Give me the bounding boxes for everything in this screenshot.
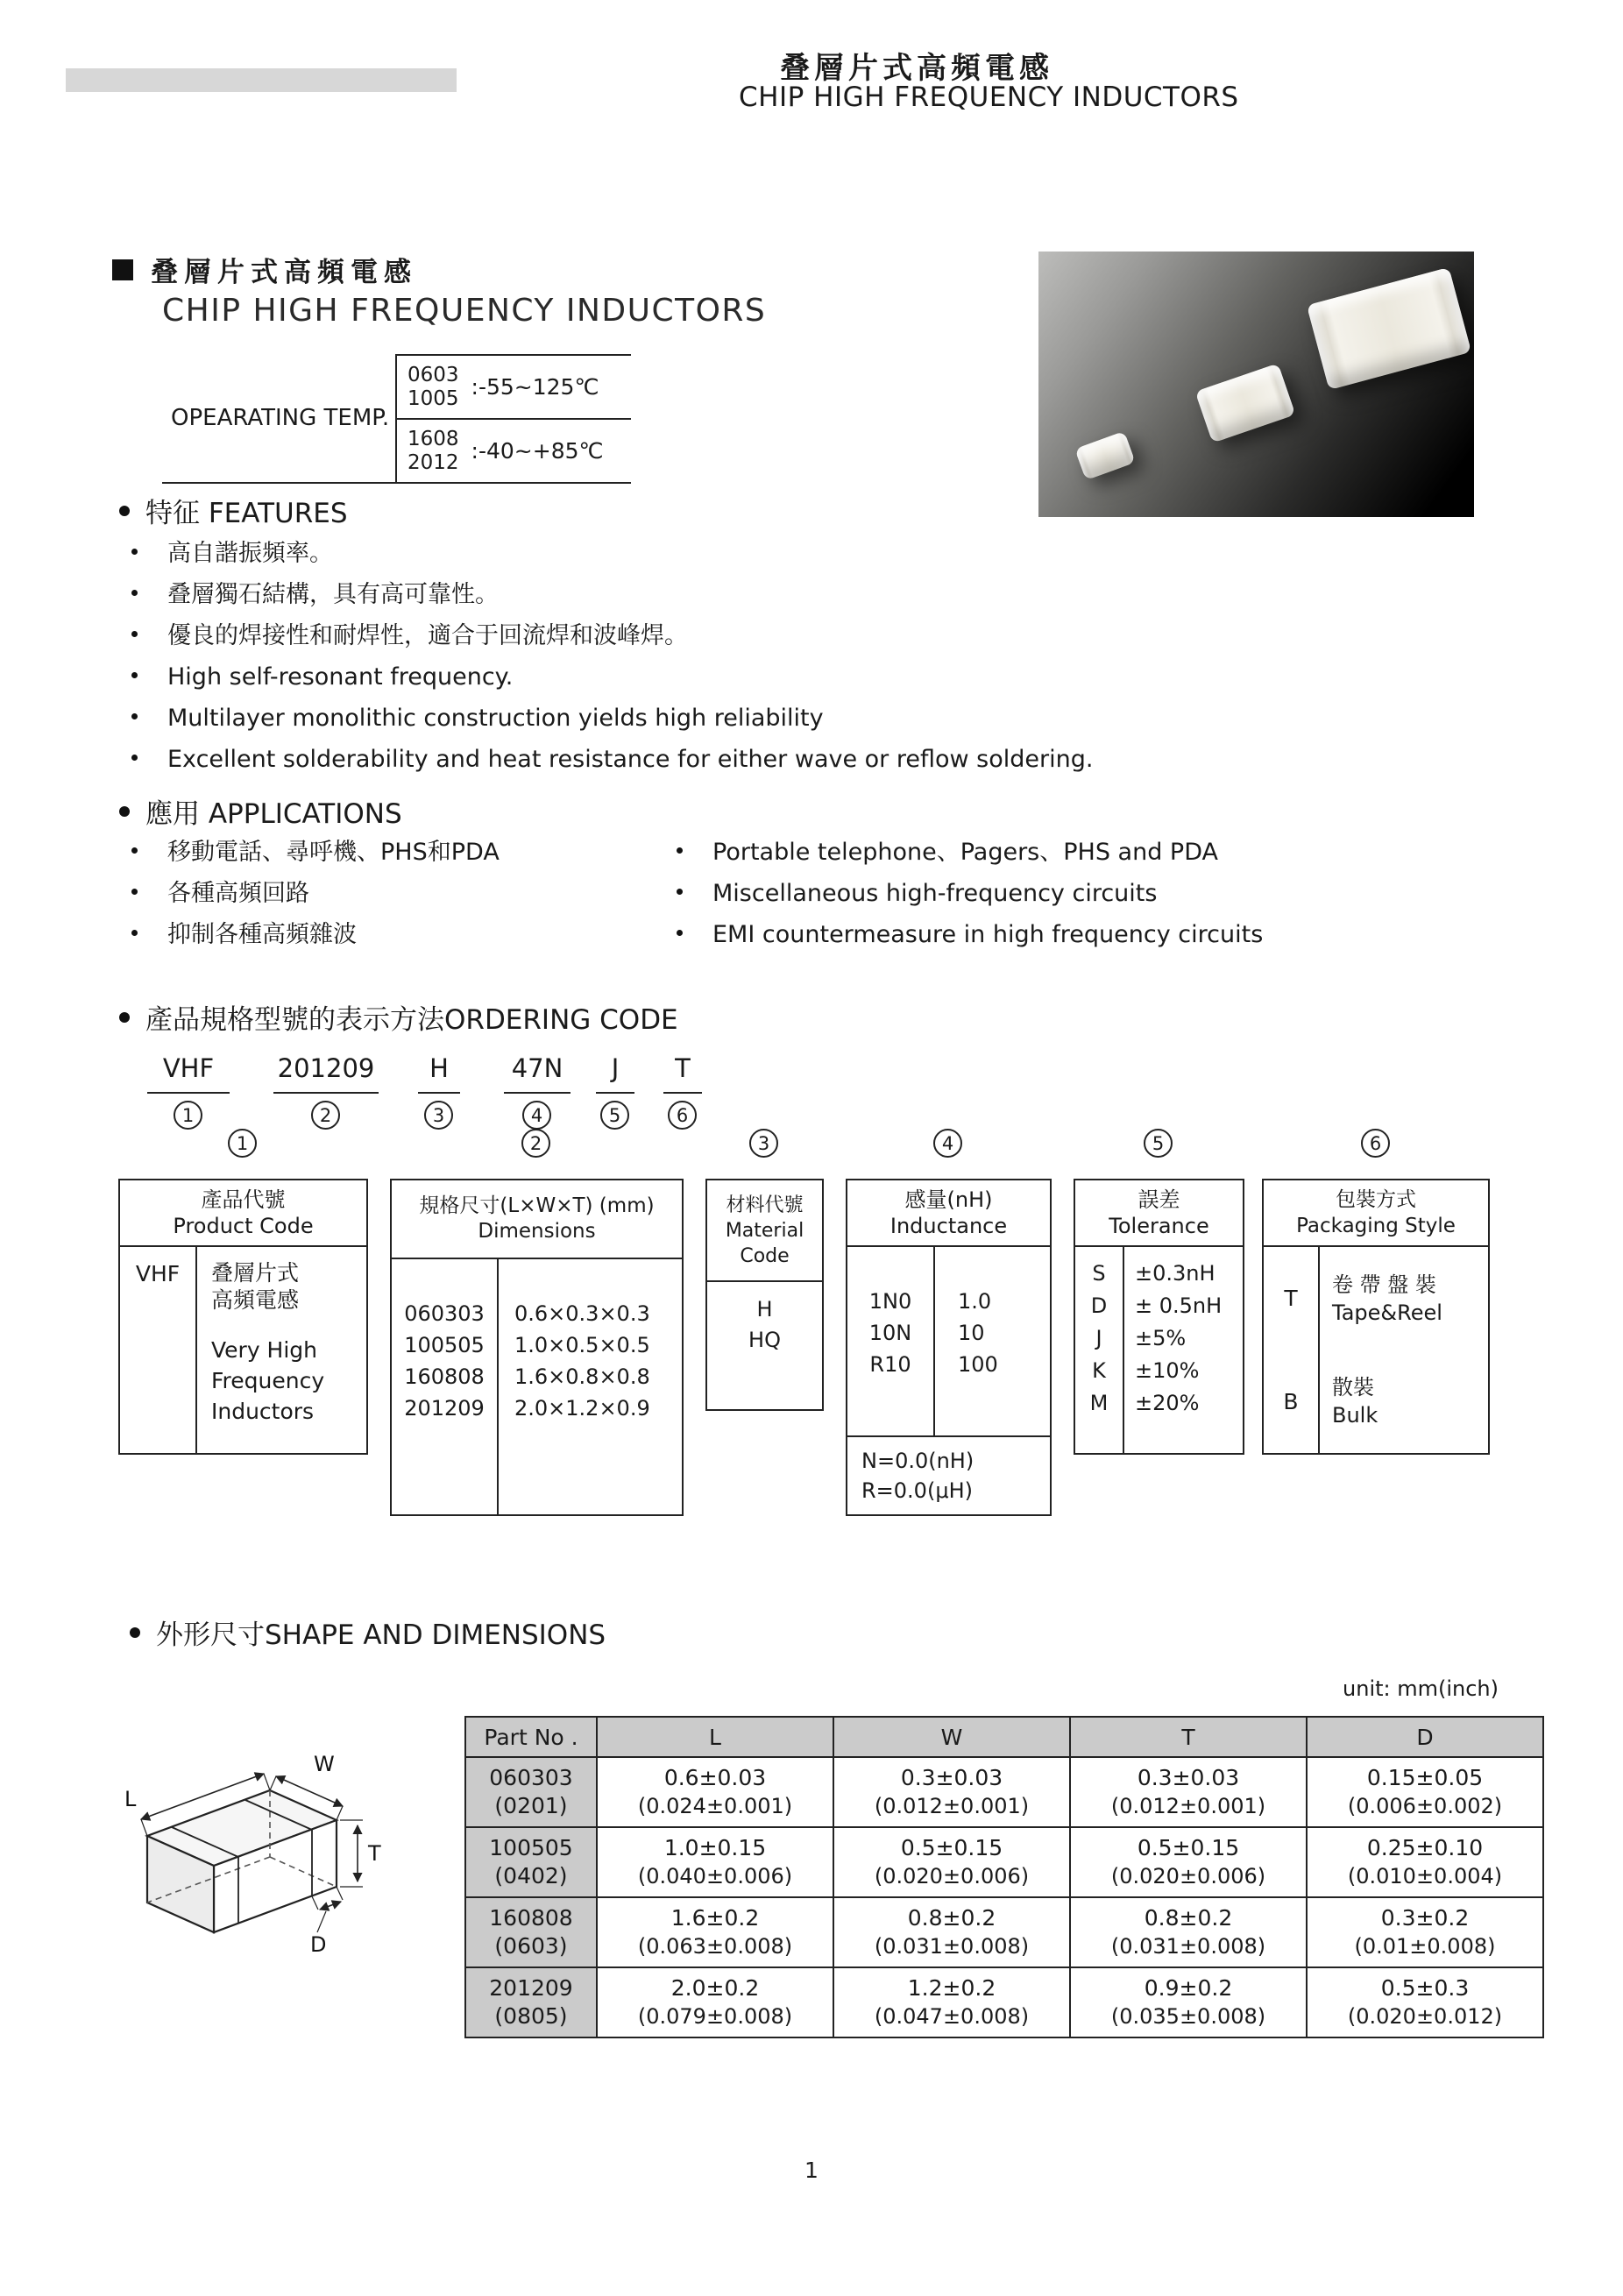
circled-number-2: 2	[311, 1101, 340, 1130]
desc-zh: 高頻電感	[211, 1287, 300, 1313]
inductance-table	[846, 1179, 1052, 1516]
shape-dimensions-heading	[130, 1612, 606, 1652]
operating-temp-values	[397, 354, 631, 482]
applications-heading	[119, 791, 402, 831]
value-cell: 0.3±0.2 (0.01±0.008)	[1307, 1897, 1543, 1967]
extension-line	[312, 1896, 318, 1910]
table-body	[120, 1247, 366, 1453]
value-cell: 1.0±0.15 (0.040±0.006)	[597, 1827, 833, 1897]
column-header-D: D	[1307, 1717, 1543, 1757]
header-zh: 包裝方式	[1336, 1188, 1416, 1211]
bullet-icon	[131, 889, 138, 895]
label-D: D	[310, 1932, 327, 1957]
table-header	[1264, 1180, 1488, 1247]
material-code: HQ	[748, 1328, 781, 1352]
circled-number-2: 2	[521, 1129, 550, 1158]
value-cell: 1.6±0.2 (0.063±0.008)	[597, 1897, 833, 1967]
dimension-diagram	[103, 1748, 419, 2011]
circled-number-4: 4	[522, 1101, 551, 1130]
leader-line	[317, 1911, 326, 1932]
D-dimension-arrow	[320, 1902, 341, 1910]
page-number: 1	[804, 2158, 819, 2183]
column-header-W: W	[833, 1717, 1070, 1757]
header-en: Material	[725, 1219, 804, 1242]
value-cell: 0.9±0.2 (0.035±0.008)	[1070, 1967, 1307, 2037]
page-title-en: CHIP HIGH FREQUENCY INDUCTORS	[739, 81, 1239, 113]
circled-number-1: 1	[174, 1101, 202, 1130]
inductance-codes: 1N0 10N R10	[847, 1247, 935, 1435]
features-heading	[119, 491, 348, 530]
extension-line	[337, 1887, 343, 1900]
circled-number-4: 4	[933, 1129, 962, 1158]
temp-range: :-40~+85℃	[471, 438, 604, 464]
table-row	[465, 1897, 1543, 1967]
header-zh: 規格尺寸(L×W×T) (mm)	[419, 1194, 655, 1217]
packaging-code: B	[1264, 1350, 1320, 1454]
ordering-token-packaging: T	[663, 1053, 702, 1094]
page-title-zh: 叠層片式高頻電感	[780, 51, 1053, 86]
chip-medium-image	[1195, 363, 1296, 443]
list-item	[131, 664, 1093, 690]
header-en: Product Code	[173, 1214, 314, 1238]
table-row	[1264, 1350, 1488, 1454]
circled-number-5: 5	[600, 1101, 629, 1130]
product-code-value: VHF	[120, 1247, 197, 1453]
ordering-token-inductance: 47N	[504, 1053, 571, 1094]
header-en: Packaging Style	[1296, 1215, 1456, 1237]
packaging-code: T	[1264, 1247, 1320, 1350]
size-codes: 060303 100505 160808 201209	[392, 1259, 499, 1514]
list-item	[131, 541, 1093, 566]
operating-temp-table	[162, 354, 631, 484]
value-cell: 1.2±0.2 (0.047±0.008)	[833, 1967, 1070, 2037]
header-zh: 材料代號	[726, 1194, 804, 1216]
size-values: 0.6×0.3×0.3 1.0×0.5×0.5 1.6×0.8×0.8 2.0×1.2×0.9	[514, 1301, 650, 1421]
tolerance-table	[1074, 1179, 1244, 1455]
bullet-icon	[131, 755, 138, 761]
table-row	[465, 1967, 1543, 2037]
value-cell: 0.8±0.2 (0.031±0.008)	[833, 1897, 1070, 1967]
feature-text: 高自諧振頻率。	[167, 540, 333, 567]
table-header	[120, 1180, 366, 1247]
bullet-icon	[119, 1012, 130, 1023]
bullet-icon	[119, 506, 130, 516]
application-text: 各種高頻回路	[167, 880, 309, 907]
extension-line	[264, 1774, 270, 1790]
bullet-icon	[131, 672, 138, 678]
circled-number-3: 3	[424, 1101, 453, 1130]
table-header	[1075, 1180, 1243, 1247]
application-text: 抑制各種高頻雜波	[167, 921, 357, 948]
value-cell: 0.6±0.03 (0.024±0.001)	[597, 1757, 833, 1827]
extension-line	[141, 1819, 147, 1836]
list-item	[131, 840, 500, 865]
value-cell: 0.3±0.03 (0.012±0.001)	[1070, 1757, 1307, 1827]
table-body	[1075, 1247, 1243, 1453]
list-item	[131, 881, 500, 906]
bullet-icon	[131, 549, 138, 555]
value-cell: 0.15±0.05 (0.006±0.002)	[1307, 1757, 1543, 1827]
table-header-row	[465, 1717, 1543, 1757]
desc-en: Very High Frequency Inductors	[211, 1337, 325, 1424]
temp-row	[397, 356, 631, 418]
part-cell: 201209 (0805)	[465, 1967, 597, 2037]
part-cell: 160808 (0603)	[465, 1897, 597, 1967]
feature-text: Multilayer monolithic construction yields high reliability	[167, 705, 824, 732]
table-body	[392, 1259, 682, 1514]
label-T: T	[368, 1841, 381, 1866]
ordering-token-material: H	[418, 1053, 460, 1094]
temp-row	[397, 418, 631, 482]
application-text: 移動電話、尋呼機、PHS和PDA	[167, 839, 500, 866]
application-text: Portable telephone、Pagers、PHS and PDA	[712, 839, 1218, 866]
part-cell: 060303 (0201)	[465, 1757, 597, 1827]
table-body	[707, 1282, 822, 1356]
features-heading-text: 特征 FEATURES	[145, 498, 348, 529]
intro-title-zh: 叠層片式高頻電感	[151, 257, 417, 288]
ordering-code-heading	[119, 997, 678, 1037]
bullet-icon	[119, 806, 130, 817]
temp-range: :-55~125℃	[471, 374, 599, 400]
value-cell: 0.8±0.2 (0.031±0.008)	[1070, 1897, 1307, 1967]
temp-size-codes	[408, 428, 459, 475]
bullet-icon	[677, 930, 683, 936]
value-cell: 0.25±0.10 (0.010±0.004)	[1307, 1827, 1543, 1897]
bullet-icon	[131, 930, 138, 936]
value-cell: 0.3±0.03 (0.012±0.001)	[833, 1757, 1070, 1827]
list-item	[131, 747, 1093, 772]
packaging-table	[1262, 1179, 1490, 1455]
applications-list-en	[677, 840, 1263, 963]
feature-text: Excellent solderability and heat resistance for either wave or reflow soldering.	[167, 746, 1094, 773]
operating-temp-label: OPEARATING TEMP.	[162, 354, 397, 482]
bullet-icon	[677, 889, 683, 895]
circled-number-1: 1	[228, 1129, 257, 1158]
packaging-description: 卷 帶 盤 裝 Tape&Reel	[1332, 1272, 1442, 1325]
bullet-icon	[677, 847, 683, 854]
feature-text: 優良的焊接性和耐焊性，適合于回流焊和波峰焊。	[167, 622, 688, 649]
applications-heading-text: 應用 APPLICATIONS	[145, 798, 402, 830]
circled-number-6: 6	[668, 1101, 697, 1130]
label-L: L	[124, 1787, 137, 1811]
material-code-table	[705, 1179, 824, 1411]
bullet-icon	[131, 590, 138, 596]
intro-title-en: CHIP HIGH FREQUENCY INDUCTORS	[162, 293, 767, 329]
chip-small-image	[1074, 431, 1135, 480]
tolerance-codes: S D J K M	[1075, 1247, 1124, 1453]
header-accent-bar	[66, 68, 457, 92]
bullet-icon	[131, 713, 138, 719]
product-code-table	[118, 1179, 368, 1455]
feature-text: High self-resonant frequency.	[167, 663, 514, 691]
ordering-token-tolerance: J	[596, 1053, 634, 1094]
value-cell: 0.5±0.15 (0.020±0.006)	[833, 1827, 1070, 1897]
dimensions-table	[464, 1716, 1544, 2038]
column-header-L: L	[597, 1717, 833, 1757]
header-zh: 產品代號	[201, 1187, 286, 1212]
header-en: Code	[740, 1244, 790, 1267]
column-header-part: Part No .	[465, 1717, 597, 1757]
circled-number-6: 6	[1361, 1129, 1390, 1158]
application-text: Miscellaneous high-frequency circuits	[712, 880, 1158, 907]
header-en: Tolerance	[1109, 1214, 1209, 1238]
table-row	[1264, 1247, 1488, 1350]
inductance-note: N=0.0(nH) R=0.0(μH)	[861, 1449, 975, 1503]
part-cell: 100505 (0402)	[465, 1827, 597, 1897]
list-item	[131, 623, 1093, 648]
bullet-icon	[131, 847, 138, 854]
table-row	[465, 1827, 1543, 1897]
header-en: Dimensions	[478, 1220, 596, 1243]
header-en: Inductance	[889, 1214, 1008, 1238]
table-header	[707, 1180, 822, 1282]
table-body	[1264, 1247, 1488, 1453]
size-code: 1608	[408, 427, 459, 450]
size-code: 0603	[408, 363, 459, 386]
inductance-values: 1.0 10 100	[958, 1289, 998, 1377]
circled-number-3: 3	[749, 1129, 778, 1158]
header-zh: 誤差	[1138, 1187, 1180, 1212]
list-item	[131, 922, 500, 947]
application-text: EMI countermeasure in high frequency circuits	[712, 921, 1264, 948]
list-item	[677, 840, 1263, 865]
feature-text: 叠層獨石結構，具有高可靠性。	[167, 581, 499, 608]
circled-number-5: 5	[1144, 1129, 1173, 1158]
list-item	[131, 582, 1093, 607]
unit-note: unit: mm(inch)	[1343, 1676, 1499, 1701]
table-header	[847, 1180, 1050, 1247]
size-code: 2012	[408, 450, 459, 474]
bullet-icon	[130, 1627, 140, 1638]
product-photo	[1038, 252, 1474, 517]
ordering-heading-text: 產品規格型號的表示方法ORDERING CODE	[145, 1004, 678, 1036]
value-cell: 0.5±0.15 (0.020±0.006)	[1070, 1827, 1307, 1897]
chip-large-image	[1307, 267, 1471, 390]
list-item	[677, 881, 1263, 906]
dimensions-code-table	[390, 1179, 684, 1516]
header-zh: 感量(nH)	[904, 1187, 993, 1212]
bullet-icon	[131, 631, 138, 637]
ordering-token-size: 201209	[273, 1053, 379, 1094]
tolerance-values: ±0.3nH ± 0.5nH ±5% ±10% ±20%	[1135, 1261, 1223, 1415]
shape-heading-text: 外形尺寸SHAPE AND DIMENSIONS	[156, 1619, 606, 1651]
extension-line	[270, 1776, 276, 1790]
ordering-token-product: VHF	[147, 1053, 230, 1094]
desc-zh: 叠層片式	[211, 1260, 300, 1286]
column-header-T: T	[1070, 1717, 1307, 1757]
section-square-marker	[112, 259, 133, 280]
size-code: 1005	[408, 386, 459, 410]
product-code-description	[197, 1247, 324, 1453]
table-header	[392, 1180, 682, 1259]
value-cell: 0.5±0.3 (0.020±0.012)	[1307, 1967, 1543, 2037]
value-cell: 2.0±0.2 (0.079±0.008)	[597, 1967, 833, 2037]
extension-line	[337, 1806, 343, 1820]
applications-list-zh	[131, 840, 500, 963]
table-body	[847, 1247, 1050, 1437]
packaging-description: 散裝 Bulk	[1332, 1375, 1378, 1428]
features-list	[131, 541, 1093, 788]
label-W: W	[314, 1752, 335, 1776]
list-item	[131, 705, 1093, 731]
temp-size-codes	[408, 364, 459, 411]
list-item	[677, 922, 1263, 947]
material-code: H	[756, 1297, 773, 1322]
table-row	[465, 1757, 1543, 1827]
